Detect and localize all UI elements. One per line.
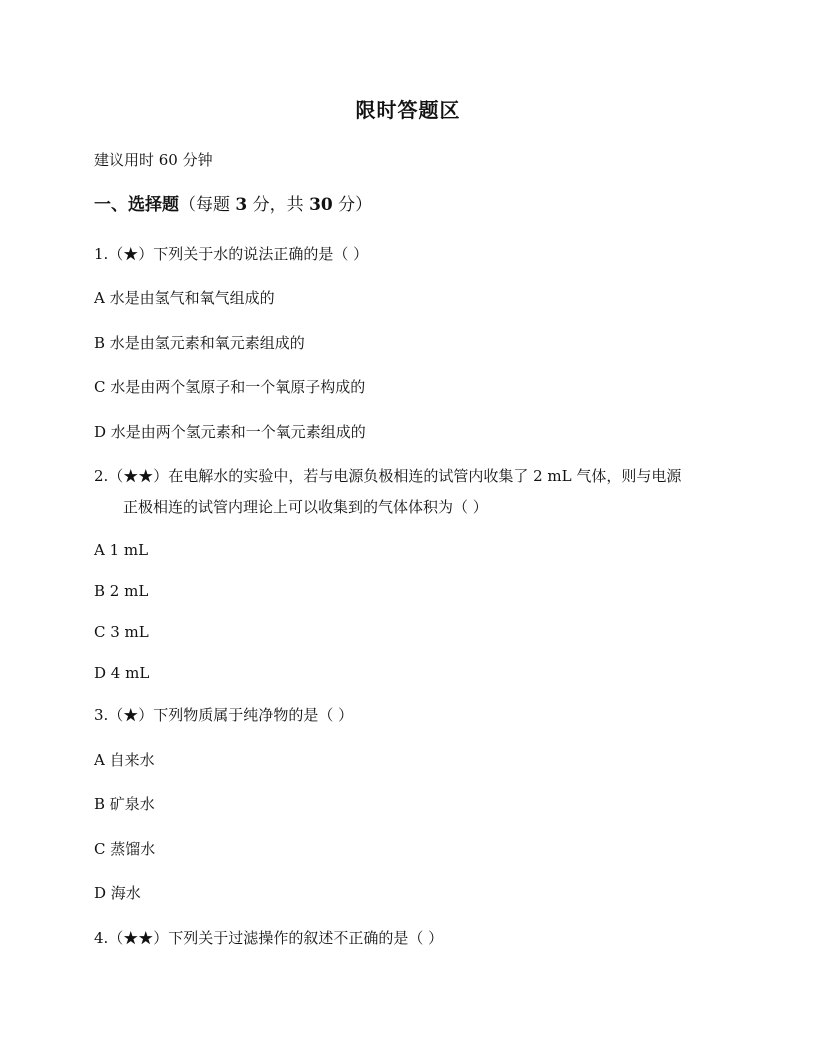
question-2-stem-continued: 正极相连的试管内理论上可以收集到的气体体积为（ ）	[123, 498, 488, 516]
question-1-option-a: A 水是由氢气和氧气组成的	[94, 289, 275, 307]
section-heading-points: 3	[235, 195, 248, 215]
question-4-stem: 4.（★★）下列关于过滤操作的叙述不正确的是（ ）	[94, 929, 444, 947]
question-2-stem: 2.（★★）在电解水的实验中，若与电源负极相连的试管内收集了 2 mL 气体，则与电源	[94, 467, 682, 485]
question-1-option-b: B 水是由氢元素和氧元素组成的	[94, 334, 305, 352]
question-1-stem: 1.（★）下列关于水的说法正确的是（ ）	[94, 245, 369, 263]
section-heading-sub: （每题	[179, 195, 236, 215]
question-3-option-a: A 自来水	[94, 751, 155, 769]
section-heading-sub: 分）	[332, 195, 373, 215]
question-2-option-b: B 2 mL	[94, 582, 149, 600]
question-1-option-d: D 水是由两个氢元素和一个氧元素组成的	[94, 423, 366, 441]
page-title: 限时答题区	[355, 98, 461, 122]
question-3-stem: 3.（★）下列物质属于纯净物的是（ ）	[94, 706, 354, 724]
question-2-option-d: D 4 mL	[94, 664, 150, 682]
section-heading	[94, 194, 372, 216]
section-heading-sub: 分，共	[247, 195, 310, 215]
question-3-option-d: D 海水	[94, 884, 141, 902]
question-2-option-c: C 3 mL	[94, 623, 149, 641]
question-2-option-a: A 1 mL	[94, 541, 149, 559]
section-heading-main: 一、选择题	[94, 195, 179, 215]
question-3-option-c: C 蒸馏水	[94, 840, 156, 858]
question-1-option-c: C 水是由两个氢原子和一个氧原子构成的	[94, 378, 366, 396]
section-heading-total: 30	[309, 195, 333, 215]
question-3-option-b: B 矿泉水	[94, 795, 155, 813]
suggested-time: 建议用时 60 分钟	[94, 151, 213, 169]
